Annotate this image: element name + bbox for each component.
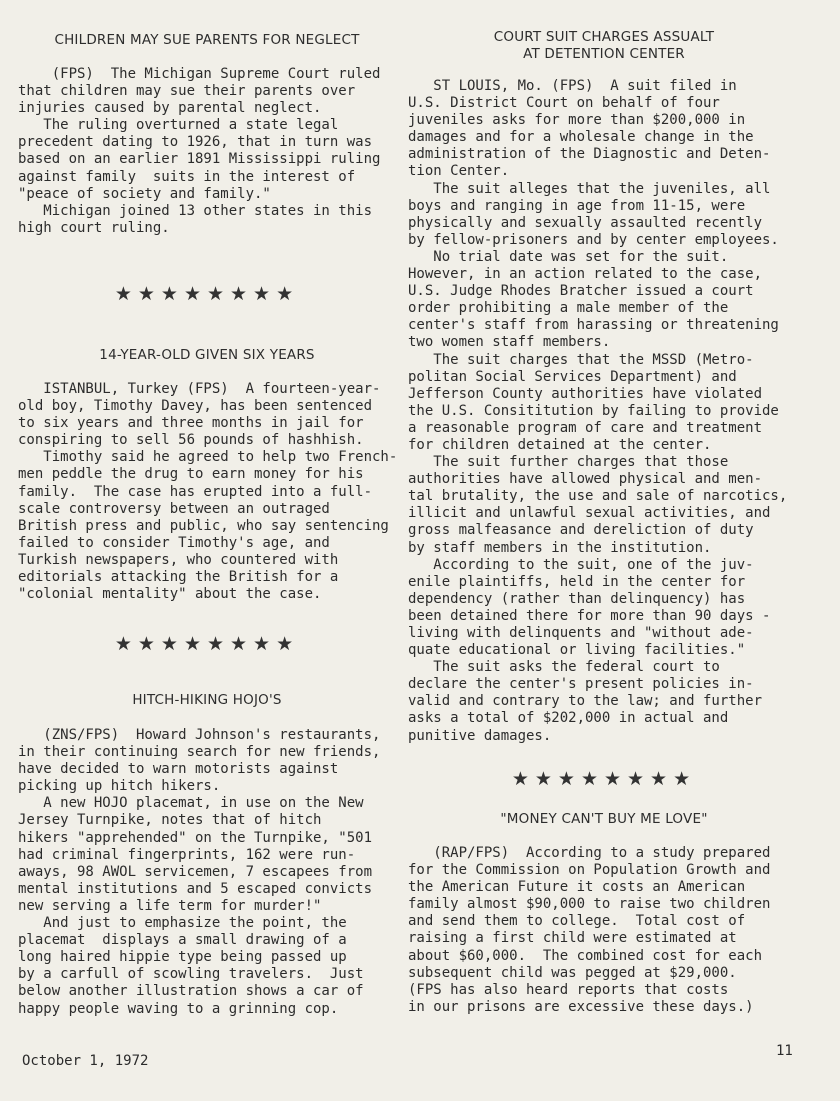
article-money-cant-buy-body: (RAP/FPS) According to a study prepared for the Commission on Population Growth and the American Future it costs an American family almost $90,000 to raise two children and send them to college. Total cost of raising a first child were estimated at about $60,000. The combined cost for each subsequent child was pegged at $29,000. (FPS has also heard reports that costs in our prisons are excessive these days.) [408,845,771,1015]
star-divider-1: ★★★★★★★★ [114,283,300,305]
star-divider-2: ★★★★★★★★ [114,633,300,655]
article-14-year-old-body: ISTANBUL, Turkey (FPS) A fourteen-year- old boy, Timothy Davey, has been sentenced to six years and three months in jail for conspiring to sell 56 pounds of hashhish. Timothy said he agreed to help two French- men peddle the drug to earn money for his family. The case has erupted into a full- scale controversy between an outraged British press and public, who say sentencing failed to consider Timothy's age, and Turkish newspapers, who countered with editorials attacking the British for a "colonial mentality" about the case. [18,381,398,603]
issue-date: October 1, 1972 [22,1053,149,1069]
headline-children-may-sue: CHILDREN MAY SUE PARENTS FOR NEGLECT [54,32,360,48]
article-hitch-hiking-body: (ZNS/FPS) Howard Johnson's restaurants, in their continuing search for new friends, have decided to warn motorists against picking up hitch hikers. A new HOJO placemat, in use on the New Jersey Turnpike, notes that of hitch hikers "apprehended" on the Turnpike, "501 had criminal fingerprints, 162 were run- aways, 98 AWOL servicemen, 7 escapees from mental institutions and 5 escaped convicts new serving a life term for murder!" And just to emphasize the point, the placemat displays a small drawing of a long haired hippie type being passed up by a carfull of scowling travelers. Just below another illustration shows a car of happy people waving to a grinning cop. [18,727,381,1017]
headline-court-suit: COURT SUIT CHARGES ASSUALT AT DETENTION CENTER [493,29,715,62]
article-court-suit-body: ST LOUIS, Mo. (FPS) A suit filed in U.S. District Court on behalf of four juveniles asks for more than $200,000 in damages and for a wholesale change in the administration of the Diagnostic and Deten- tion Center. The suit alleges that the juveniles, all boys and ranging in age from 11-15, were physically and sexually assaulted recently by fellow-prisoners and by center employees. No trial date was set for the suit. However, in an action related to the case, U.S. Judge Rhodes Bratcher issued a court order prohibiting a male member of the center's staff from harassing or threatening two women staff members. The suit charges that the MSSD (Metro- politan Social Services Department) and Jefferson County authorities have violated the U.S. Consititution by failing to provide a reasonable program of care and treatment for children detained at the center. The suit further charges that those authorities have allowed physical and men- tal brutality, the use and sale of narcotics, illicit and unlawful sexual activities, and gross malfeasance and dereliction of duty by staff members in the institution. According to the suit, one of the juv- enile plaintiffs, held in the center for dependency (rather than delinquency) has been detained there for more than 90 days - living with delinquents and "without ade- quate educational or living facilities." The suit asks the federal court to declare the center's present policies in- valid and contrary to the law; and further asks a total of $202,000 in actual and punitive damages. [408,78,788,744]
page-number: 11 [776,1043,793,1059]
headline-14-year-old: 14-YEAR-OLD GIVEN SIX YEARS [99,347,315,363]
star-divider-3: ★★★★★★★★ [511,768,697,790]
headline-hitch-hiking: HITCH-HIKING HOJO'S [132,692,282,708]
article-children-may-sue-body: (FPS) The Michigan Supreme Court ruled that children may sue their parents over injuries caused by parental neglect. The ruling overturned a state legal precedent dating to 1926, that in turn was based on an earlier 1891 Mississippi ruling against family suits in the interest of "peace of society and family." Michigan joined 13 other states in this high court ruling. [18,66,381,236]
headline-money-cant-buy: "MONEY CAN'T BUY ME LOVE" [500,811,708,827]
